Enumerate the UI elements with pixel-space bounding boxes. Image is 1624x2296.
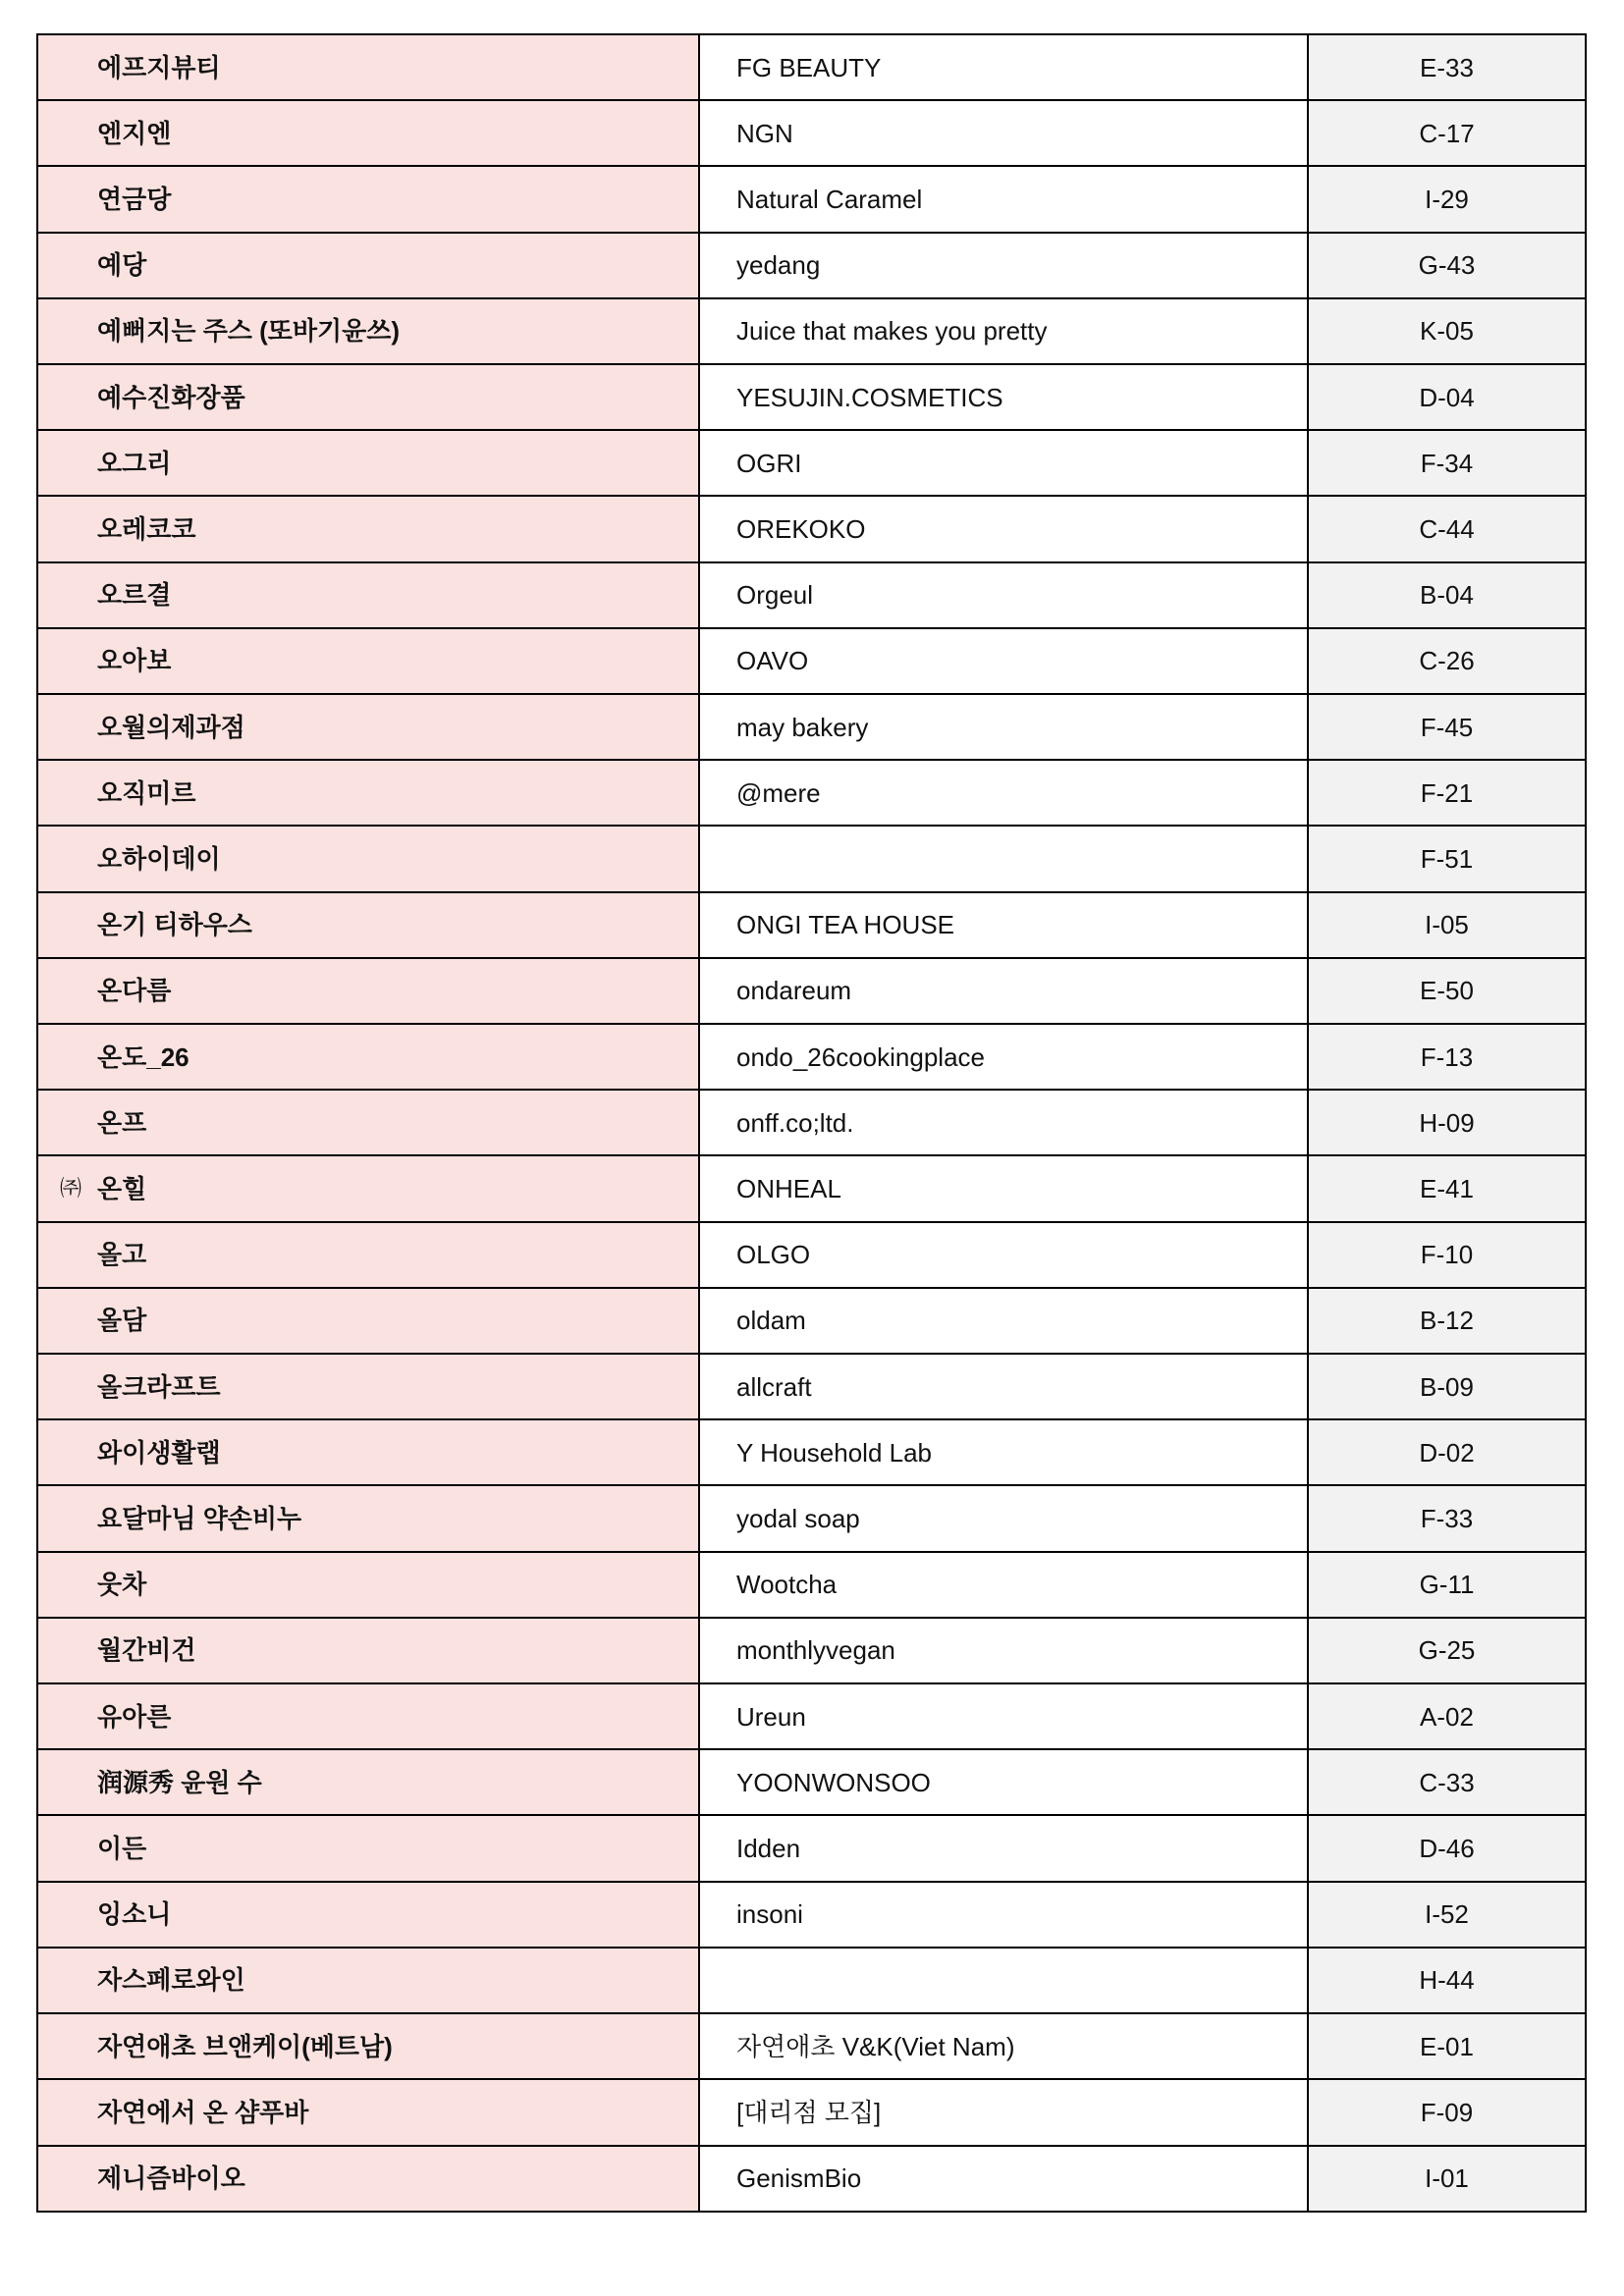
table-row	[37, 1618, 1586, 1683]
company-name-korean: 자연애초 브앤케이(베트남)	[97, 2031, 393, 2061]
booth-number-cell: H-09	[1308, 1090, 1586, 1155]
table-row	[37, 1222, 1586, 1288]
company-name-english-cell: Orgeul	[699, 562, 1308, 628]
company-name-korean: 올담	[97, 1306, 147, 1336]
company-name-korean-cell	[37, 166, 699, 232]
table-row	[37, 1948, 1586, 2013]
company-name-english-cell: Y Household Lab	[699, 1419, 1308, 1485]
company-name-korean: 예당	[97, 250, 147, 281]
company-name-korean-cell	[37, 2013, 699, 2079]
company-name-korean: 온힐	[97, 1174, 147, 1204]
company-name-english-cell: allcraft	[699, 1354, 1308, 1419]
corporation-prefix: ㈜	[60, 1176, 82, 1201]
company-name-korean-cell	[37, 1749, 699, 1815]
booth-number-cell: A-02	[1308, 1683, 1586, 1749]
company-name-korean-cell	[37, 496, 699, 561]
table-row	[37, 958, 1586, 1024]
table-row	[37, 1683, 1586, 1749]
table-row	[37, 694, 1586, 760]
booth-number-cell: C-26	[1308, 628, 1586, 694]
company-name-english-cell: insoni	[699, 1882, 1308, 1948]
booth-number-cell: I-05	[1308, 892, 1586, 958]
table-row	[37, 364, 1586, 430]
company-name-korean: 온기 티하우스	[97, 910, 252, 940]
company-name-korean-cell	[37, 1024, 699, 1090]
company-name-korean: 예뻐지는 주스 (또바기윤쓰)	[97, 316, 401, 347]
company-name-korean-cell	[37, 826, 699, 891]
company-name-korean-cell	[37, 364, 699, 430]
company-name-korean: 자스페로와인	[97, 1965, 245, 1996]
company-name-korean: 연금당	[97, 185, 172, 214]
table-row	[37, 760, 1586, 826]
company-name-english-cell: GenismBio	[699, 2146, 1308, 2213]
company-name-korean: 요달마님 약손비누	[97, 1504, 302, 1534]
company-name-english-cell: 자연애초 V&K(Viet Nam)	[699, 2013, 1308, 2079]
table-row	[37, 1485, 1586, 1551]
company-name-english-cell: OREKOKO	[699, 496, 1308, 561]
company-name-english-cell: Natural Caramel	[699, 166, 1308, 232]
exhibitor-table	[36, 33, 1587, 2213]
company-name-korean: 오레코코	[97, 514, 196, 545]
company-name-korean: 오직미르	[97, 777, 196, 808]
table-row	[37, 100, 1586, 166]
company-name-korean: 유아른	[97, 1701, 172, 1732]
company-name-english-cell: oldam	[699, 1288, 1308, 1354]
company-name-korean-cell	[37, 760, 699, 826]
table-row	[37, 1090, 1586, 1155]
company-name-english-cell: Juice that makes you pretty	[699, 298, 1308, 364]
company-name-korean: 잉소니	[97, 1899, 172, 1930]
table-row	[37, 1419, 1586, 1485]
booth-number-cell: F-09	[1308, 2079, 1586, 2145]
company-name-english-cell: yedang	[699, 233, 1308, 298]
booth-number-cell: D-02	[1308, 1419, 1586, 1485]
table-row	[37, 1815, 1586, 1881]
table-row	[37, 34, 1586, 100]
company-name-english-cell: @mere	[699, 760, 1308, 826]
table-row	[37, 233, 1586, 298]
company-name-korean: 자연에서 온 샴푸바	[97, 2097, 309, 2127]
company-name-english-cell: [대리점 모집]	[699, 2079, 1308, 2145]
company-name-korean: 올크라프트	[97, 1371, 221, 1402]
booth-number-cell: G-25	[1308, 1618, 1586, 1683]
company-name-english-cell: Idden	[699, 1815, 1308, 1881]
booth-number-cell: B-09	[1308, 1354, 1586, 1419]
company-name-korean-cell	[37, 430, 699, 496]
table-row	[37, 562, 1586, 628]
table-row	[37, 1749, 1586, 1815]
company-name-korean: 오그리	[97, 448, 172, 478]
company-name-korean-cell	[37, 694, 699, 760]
company-name-korean-cell	[37, 1155, 699, 1221]
booth-number-cell: E-33	[1308, 34, 1586, 100]
company-name-korean: 웃차	[97, 1570, 147, 1600]
company-name-english-cell: YOONWONSOO	[699, 1749, 1308, 1815]
company-name-english-cell: NGN	[699, 100, 1308, 166]
company-name-korean: 올고	[97, 1240, 147, 1270]
table-row	[37, 628, 1586, 694]
company-name-korean-cell	[37, 2146, 699, 2213]
company-name-korean-cell	[37, 1618, 699, 1683]
table-row	[37, 2079, 1586, 2145]
company-name-korean-cell	[37, 628, 699, 694]
booth-number-cell: D-46	[1308, 1815, 1586, 1881]
company-name-english-cell	[699, 1948, 1308, 2013]
booth-number-cell: F-51	[1308, 826, 1586, 891]
company-name-korean: 오아보	[97, 646, 172, 676]
booth-number-cell: C-17	[1308, 100, 1586, 166]
company-name-english-cell: OGRI	[699, 430, 1308, 496]
company-name-korean-cell	[37, 892, 699, 958]
table-row	[37, 166, 1586, 232]
booth-number-cell: F-21	[1308, 760, 1586, 826]
table-row	[37, 1155, 1586, 1221]
booth-number-cell: F-13	[1308, 1024, 1586, 1090]
booth-number-cell: D-04	[1308, 364, 1586, 430]
company-name-english-cell: may bakery	[699, 694, 1308, 760]
company-name-korean-cell	[37, 34, 699, 100]
company-name-korean: 오르결	[97, 580, 172, 611]
booth-number-cell: C-33	[1308, 1749, 1586, 1815]
booth-number-cell: F-33	[1308, 1485, 1586, 1551]
company-name-english-cell: yodal soap	[699, 1485, 1308, 1551]
booth-number-cell: G-43	[1308, 233, 1586, 298]
table-row	[37, 1024, 1586, 1090]
company-name-korean-cell	[37, 233, 699, 298]
company-name-korean-cell	[37, 1882, 699, 1948]
company-name-english-cell: ONHEAL	[699, 1155, 1308, 1221]
company-name-korean: 온다름	[97, 976, 172, 1006]
table-row	[37, 430, 1586, 496]
table-row	[37, 1882, 1586, 1948]
company-name-korean-cell	[37, 1090, 699, 1155]
company-name-english-cell: ondareum	[699, 958, 1308, 1024]
table-row	[37, 892, 1586, 958]
company-name-english-cell: Ureun	[699, 1683, 1308, 1749]
table-row	[37, 2146, 1586, 2213]
company-name-korean-cell	[37, 1419, 699, 1485]
company-name-english-cell: FG BEAUTY	[699, 34, 1308, 100]
company-name-english-cell: OLGO	[699, 1222, 1308, 1288]
table-row	[37, 1552, 1586, 1618]
company-name-korean: 오월의제과점	[97, 712, 245, 742]
company-name-english-cell: onff.co;ltd.	[699, 1090, 1308, 1155]
company-name-korean: 润源秀 윤원 수	[97, 1767, 262, 1797]
booth-number-cell: E-41	[1308, 1155, 1586, 1221]
booth-number-cell: I-01	[1308, 2146, 1586, 2213]
booth-number-cell: F-45	[1308, 694, 1586, 760]
company-name-korean-cell	[37, 1485, 699, 1551]
booth-number-cell: E-50	[1308, 958, 1586, 1024]
company-name-korean: 온프	[97, 1107, 147, 1138]
company-name-english-cell: YESUJIN.COSMETICS	[699, 364, 1308, 430]
company-name-english-cell: monthlyvegan	[699, 1618, 1308, 1683]
company-name-korean: 엔지엔	[97, 118, 172, 148]
company-name-korean-cell	[37, 1948, 699, 2013]
company-name-korean-cell	[37, 1354, 699, 1419]
booth-number-cell: I-52	[1308, 1882, 1586, 1948]
booth-number-cell: E-01	[1308, 2013, 1586, 2079]
company-name-english-cell: ONGI TEA HOUSE	[699, 892, 1308, 958]
company-name-english-cell: OAVO	[699, 628, 1308, 694]
booth-number-cell: I-29	[1308, 166, 1586, 232]
company-name-korean-cell	[37, 298, 699, 364]
booth-number-cell: H-44	[1308, 1948, 1586, 2013]
company-name-korean-cell	[37, 1552, 699, 1618]
table-row	[37, 826, 1586, 891]
booth-number-cell: B-12	[1308, 1288, 1586, 1354]
table-row	[37, 298, 1586, 364]
booth-number-cell: G-11	[1308, 1552, 1586, 1618]
table-row	[37, 1354, 1586, 1419]
booth-number-cell: F-34	[1308, 430, 1586, 496]
company-name-korean-cell	[37, 1222, 699, 1288]
booth-number-cell: C-44	[1308, 496, 1586, 561]
company-name-korean: 예수진화장품	[97, 382, 245, 412]
company-name-korean-cell	[37, 1683, 699, 1749]
company-name-korean: 이든	[97, 1834, 147, 1864]
table-row	[37, 1288, 1586, 1354]
company-name-korean-cell	[37, 958, 699, 1024]
company-name-korean-cell	[37, 2079, 699, 2145]
company-name-english-cell: Wootcha	[699, 1552, 1308, 1618]
table-row	[37, 2013, 1586, 2079]
company-name-korean: 와이생활랩	[97, 1437, 221, 1468]
company-name-korean-cell	[37, 562, 699, 628]
company-name-korean: 온도_26	[97, 1041, 189, 1072]
booth-number-cell: B-04	[1308, 562, 1586, 628]
booth-number-cell: F-10	[1308, 1222, 1586, 1288]
company-name-korean: 제니즘바이오	[97, 2163, 245, 2194]
company-name-korean-cell	[37, 1815, 699, 1881]
company-name-korean: 오하이데이	[97, 844, 221, 875]
company-name-english-cell: ondo_26cookingplace	[699, 1024, 1308, 1090]
table-row	[37, 496, 1586, 561]
company-name-english-cell	[699, 826, 1308, 891]
company-name-korean: 에프지뷰티	[97, 52, 221, 82]
company-name-korean-cell	[37, 100, 699, 166]
table-body	[37, 34, 1586, 2212]
company-name-korean-cell	[37, 1288, 699, 1354]
company-name-korean: 월간비건	[97, 1635, 196, 1666]
booth-number-cell: K-05	[1308, 298, 1586, 364]
